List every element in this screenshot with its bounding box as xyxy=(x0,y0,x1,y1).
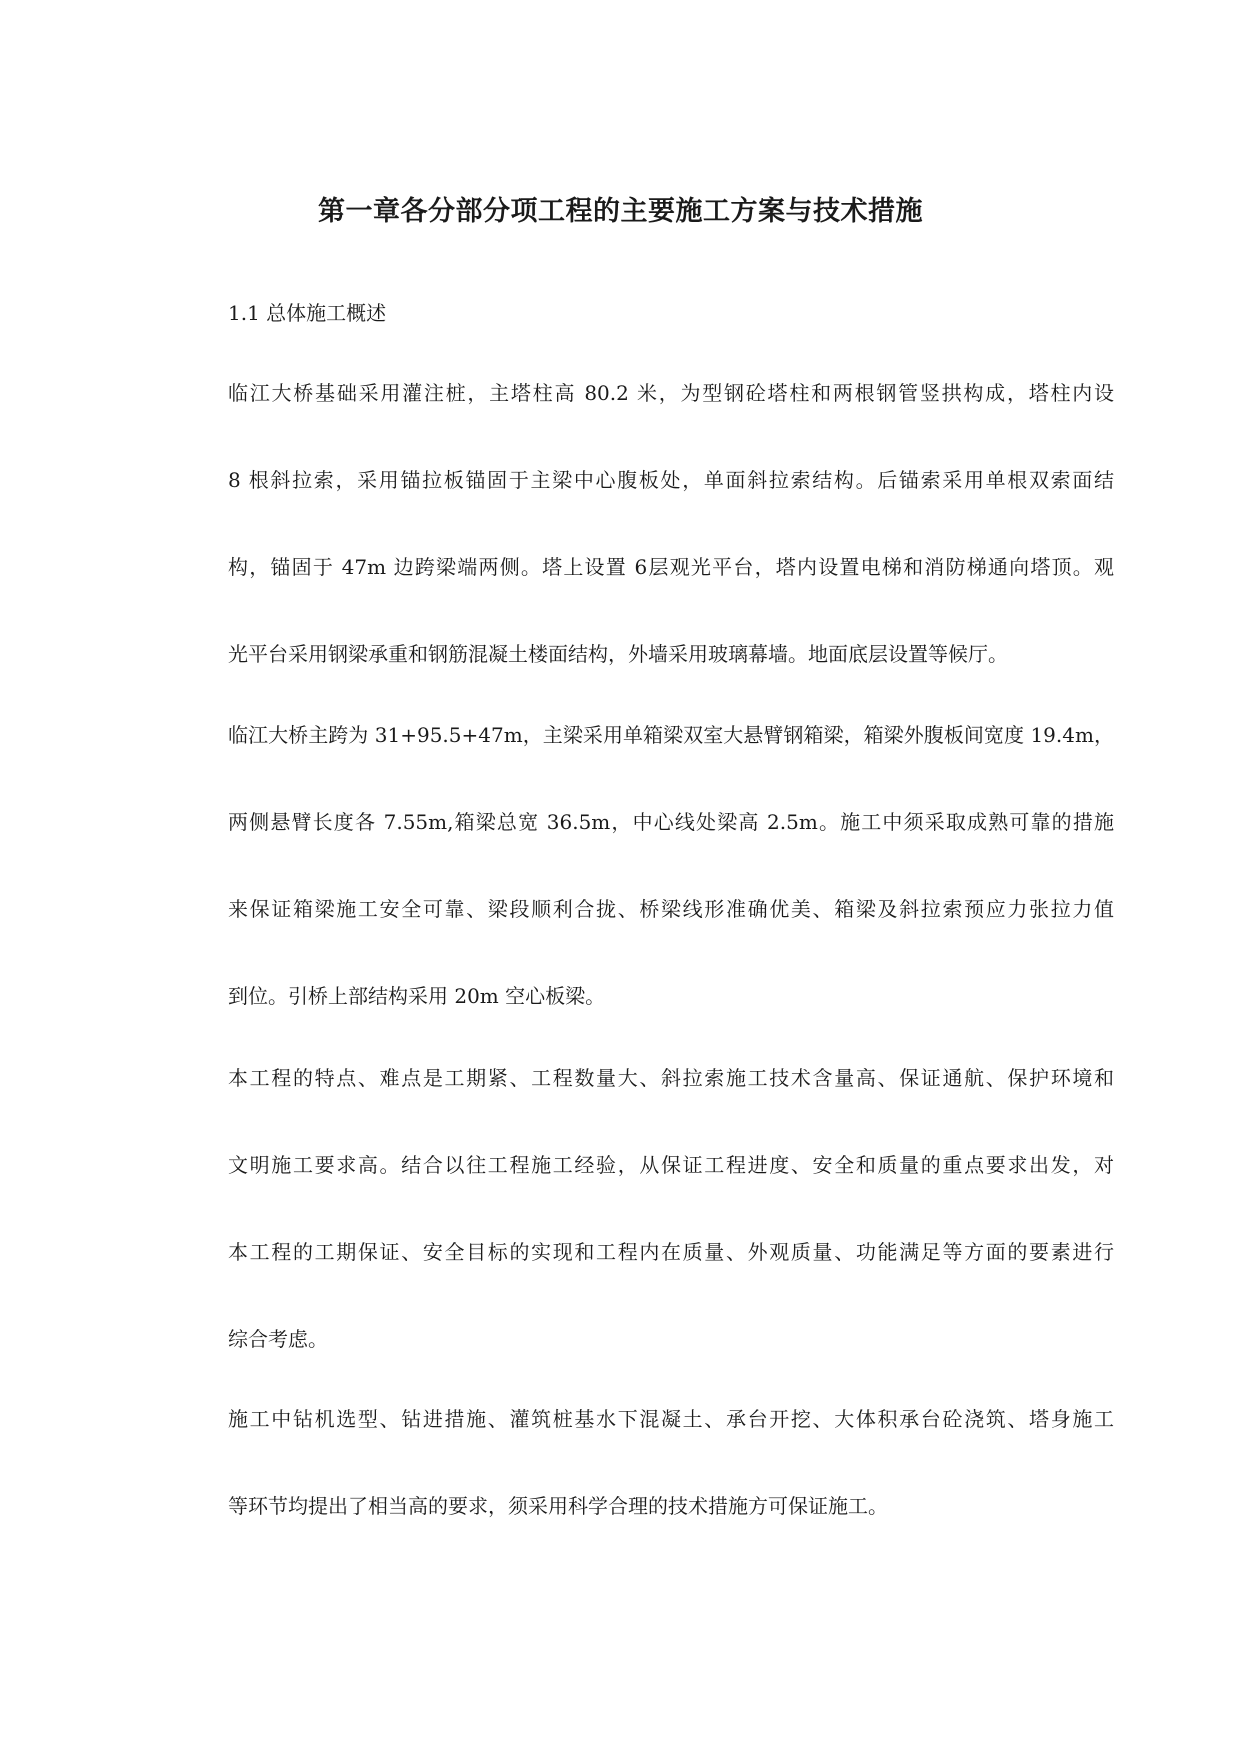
chapter-title: 第一章各分部分项工程的主要施工方案与技术措施 xyxy=(318,196,923,227)
paragraph-line: 临江大桥主跨为 31+95.5+47m，主梁采用单箱梁双室大悬臂钢箱梁，箱梁外腹板间宽度 19.4m， xyxy=(228,723,1114,747)
paragraph-line: 临江大桥基础采用灌注桩，主塔柱高 80.2 米，为型钢砼塔柱和两根钢管竖拱构成，塔柱内设 xyxy=(228,381,1114,405)
paragraph-line: 本工程的工期保证、安全目标的实现和工程内在质量、外观质量、功能满足等方面的要素进行 xyxy=(228,1240,1114,1264)
paragraph-line: 文明施工要求高。结合以往工程施工经验，从保证工程进度、安全和质量的重点要求出发，对 xyxy=(228,1153,1114,1177)
paragraph xyxy=(228,381,1114,666)
paragraph xyxy=(228,1066,1114,1351)
paragraph xyxy=(228,723,1114,1008)
paragraph-line: 两侧悬臂长度各 7.55m,箱梁总宽 36.5m，中心线处梁高 2.5m。施工中须采取成熟可靠的措施 xyxy=(228,810,1114,834)
paragraph-line: 等环节均提出了相当高的要求，须采用科学合理的技术措施方可保证施工。 xyxy=(228,1494,888,1518)
paragraph-line: 到位。引桥上部结构采用 20m 空心板梁。 xyxy=(228,984,606,1008)
paragraph-line: 综合考虑。 xyxy=(228,1327,328,1351)
paragraph-line: 本工程的特点、难点是工期紧、工程数量大、斜拉索施工技术含量高、保证通航、保护环境和 xyxy=(228,1066,1114,1090)
section-heading: 1.1 总体施工概述 xyxy=(228,301,387,325)
paragraph-line: 光平台采用钢梁承重和钢筋混凝土楼面结构，外墙采用玻璃幕墙。地面底层设置等候厅。 xyxy=(228,642,1008,666)
paragraph-line: 构，锚固于 47m 边跨梁端两侧。塔上设置 6层观光平台，塔内设置电梯和消防梯通向塔顶。观 xyxy=(228,555,1114,579)
paragraph-line: 8 根斜拉索，采用锚拉板锚固于主梁中心腹板处，单面斜拉索结构。后锚索采用单根双索面结 xyxy=(228,468,1114,492)
paragraph-line: 来保证箱梁施工安全可靠、梁段顺利合拢、桥梁线形准确优美、箱梁及斜拉索预应力张拉力值 xyxy=(228,897,1114,921)
paragraph-line: 施工中钻机选型、钻进措施、灌筑桩基水下混凝土、承台开挖、大体积承台砼浇筑、塔身施工 xyxy=(228,1407,1114,1431)
paragraph xyxy=(228,1407,1114,1518)
